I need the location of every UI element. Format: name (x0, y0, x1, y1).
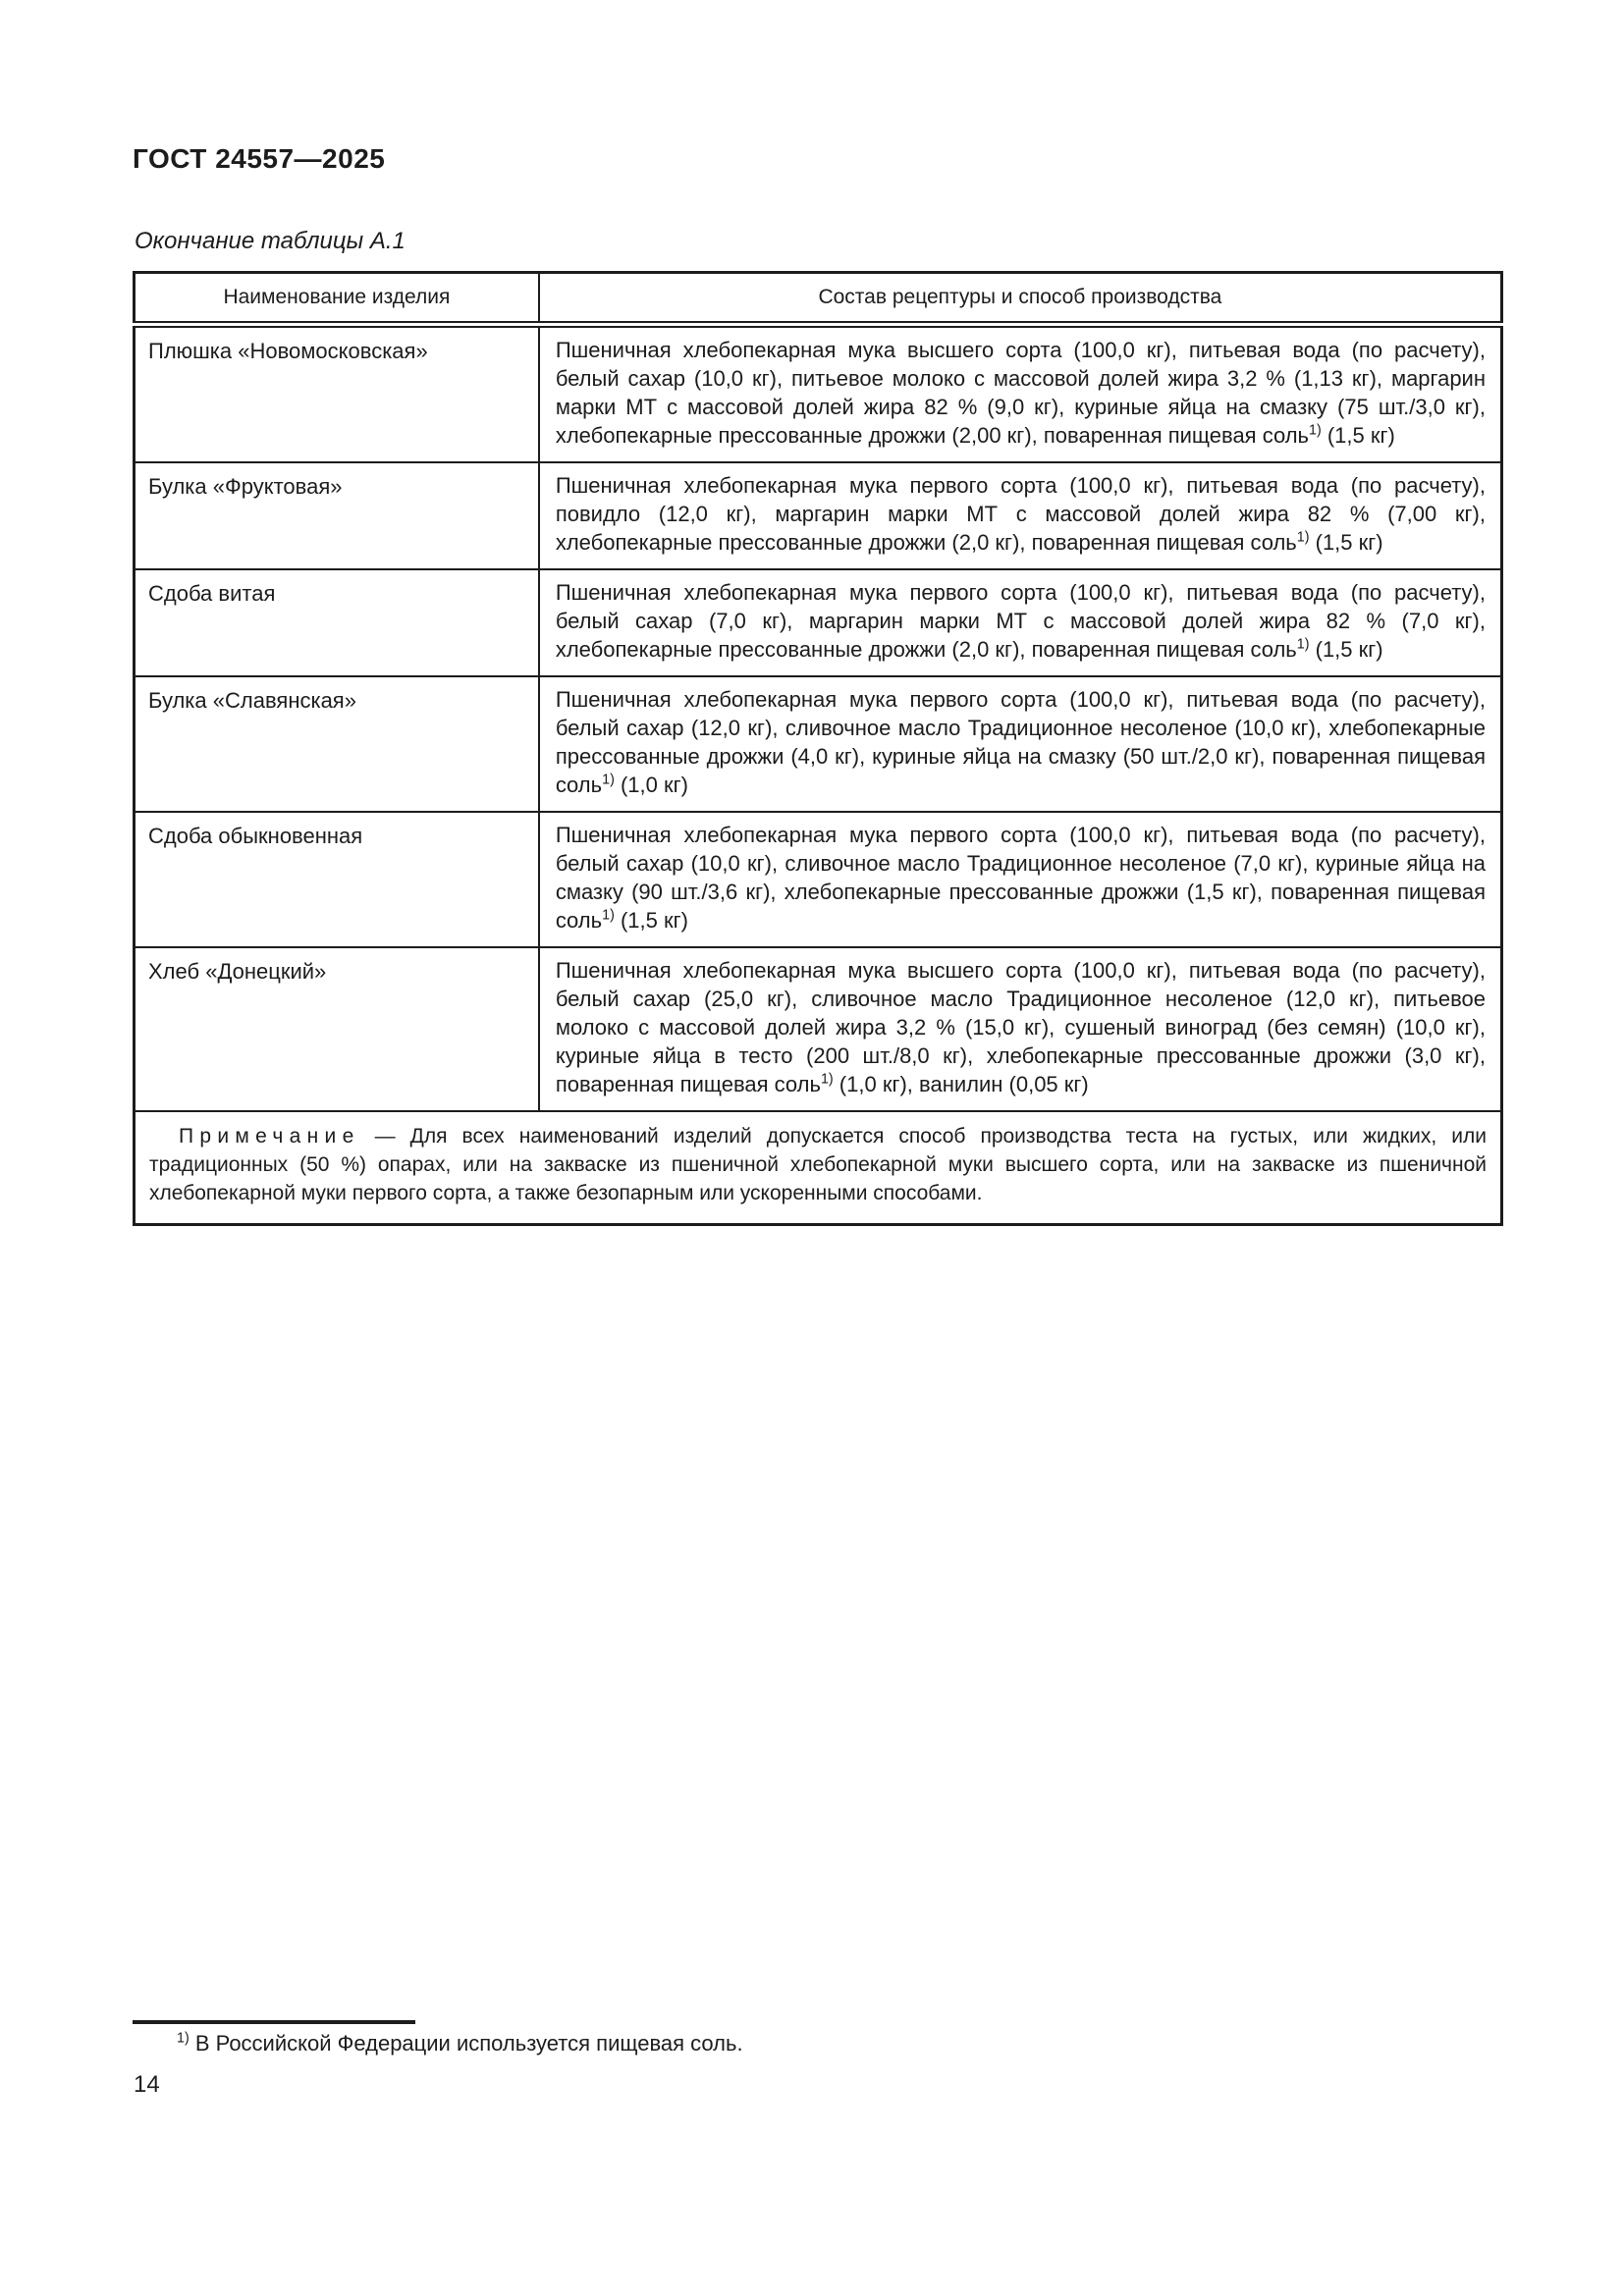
footnote-reference: 1) (602, 907, 615, 924)
footnote-reference: 1) (602, 772, 615, 788)
table-note-section (135, 1111, 1502, 1225)
recipe-text: Пшеничная хлебопекарная мука высшего сорта (100,0 кг), питьевая вода (по расчету), белый сахар (10,0 кг), питьевое молоко с массовой долей жира 3,2 % (1,13 кг), маргарин марки МТ с массовой долей жира 82 % (9,0 кг), куриные яйца на смазку (75 шт./3,0 кг), хлебопекарные прессованные дрожжи (2,00 кг), поваренная пищевая соль (555, 338, 1486, 448)
column-header-recipe: Состав рецептуры и способ производства (539, 273, 1502, 325)
recipe-text-tail: (1,0 кг) (614, 773, 688, 797)
recipe-text-tail: (1,5 кг) (1321, 423, 1395, 448)
footnote-reference: 1) (1309, 422, 1322, 439)
footnote-reference: 1) (1296, 529, 1310, 546)
product-name-cell: Булка «Славянская» (135, 676, 539, 812)
product-name-cell: Плюшка «Новомосковская» (135, 325, 539, 463)
recipe-text: Пшеничная хлебопекарная мука первого сорта (100,0 кг), питьевая вода (по расчету), белый сахар (7,0 кг), маргарин марки МТ с массовой долей жира 82 % (7,0 кг), хлебопекарные прессованные дрожжи (2,0 кг), поваренная пищевая соль (555, 580, 1486, 662)
recipe-cell (539, 569, 1502, 676)
note-row (135, 1111, 1502, 1225)
recipe-cell (539, 812, 1502, 947)
note-label: Примечание (179, 1125, 360, 1148)
footnote-marker: 1) (177, 2030, 189, 2047)
footnote-text: В Российской Федерации используется пищевая соль. (189, 2031, 743, 2056)
footnote-reference: 1) (1296, 636, 1310, 653)
table-row (135, 325, 1502, 463)
recipe-text-tail: (1,0 кг), ванилин (0,05 кг) (833, 1072, 1089, 1096)
recipe-cell (539, 462, 1502, 569)
footnote-reference: 1) (820, 1071, 834, 1088)
recipe-table (133, 271, 1503, 1226)
product-name-cell: Хлеб «Донецкий» (135, 947, 539, 1111)
footnote (133, 2020, 1503, 2057)
footnote-rule (133, 2020, 415, 2024)
recipe-text-tail: (1,5 кг) (1309, 530, 1383, 555)
table-row (135, 947, 1502, 1111)
recipe-text: Пшеничная хлебопекарная мука первого сорта (100,0 кг), питьевая вода (по расчету), белый сахар (10,0 кг), сливочное масло Традиционное несоленое (7,0 кг), куриные яйца на смазку (90 шт./3,6 кг), хлебопекарные прессованные дрожжи (1,5 кг), поваренная пищевая соль (555, 823, 1486, 933)
table-caption: Окончание таблицы А.1 (135, 228, 406, 254)
table-row (135, 676, 1502, 812)
page-number: 14 (134, 2071, 160, 2098)
footnote-paragraph (133, 2030, 1503, 2057)
recipe-text-tail: (1,5 кг) (614, 908, 688, 933)
recipe-text-tail: (1,5 кг) (1309, 637, 1383, 662)
recipe-cell (539, 947, 1502, 1111)
table-header-row (135, 273, 1502, 325)
note-cell (135, 1111, 1502, 1225)
recipe-cell (539, 676, 1502, 812)
product-name-cell: Сдоба витая (135, 569, 539, 676)
note-paragraph (149, 1122, 1487, 1207)
doc-code: ГОСТ 24557—2025 (133, 143, 386, 174)
recipe-text: Пшеничная хлебопекарная мука высшего сорта (100,0 кг), питьевая вода (по расчету), белый сахар (25,0 кг), сливочное масло Традиционное несоленое (12,0 кг), питьевое молоко с массовой долей жира 3,2 % (15,0 кг), сушеный виноград (без семян) (10,0 кг), куриные яйца в тесто (200 шт./8,0 кг), хлебопекарные прессованные дрожжи (3,0 кг), поваренная пищевая соль (555, 958, 1486, 1096)
table-row (135, 812, 1502, 947)
recipe-text: Пшеничная хлебопекарная мука первого сорта (100,0 кг), питьевая вода (по расчету), повидло (12,0 кг), маргарин марки МТ с массовой долей жира 82 % (7,00 кг), хлебопекарные прессованные дрожжи (2,0 кг), поваренная пищевая соль (555, 473, 1486, 555)
table-body (135, 325, 1502, 1112)
table-row (135, 462, 1502, 569)
column-header-product-name: Наименование изделия (135, 273, 539, 325)
recipe-cell (539, 325, 1502, 463)
product-name-cell: Сдоба обыкновенная (135, 812, 539, 947)
note-text: — Для всех наименований изделий допускается способ производства теста на густых, или жидких, или традиционных (50 %) опарах, или на закваске из пшеничной хлебопекарной муки высшего сорта, или на закваске из пшеничной хлебопекарной муки первого сорта, а также безопарным или ускоренными способами. (149, 1125, 1487, 1204)
recipe-text: Пшеничная хлебопекарная мука первого сорта (100,0 кг), питьевая вода (по расчету), белый сахар (12,0 кг), сливочное масло Традиционное несоленое (10,0 кг), хлебопекарные прессованные дрожжи (4,0 кг), куриные яйца на смазку (50 шт./2,0 кг), поваренная пищевая соль (555, 687, 1486, 797)
product-name-cell: Булка «Фруктовая» (135, 462, 539, 569)
table-row (135, 569, 1502, 676)
